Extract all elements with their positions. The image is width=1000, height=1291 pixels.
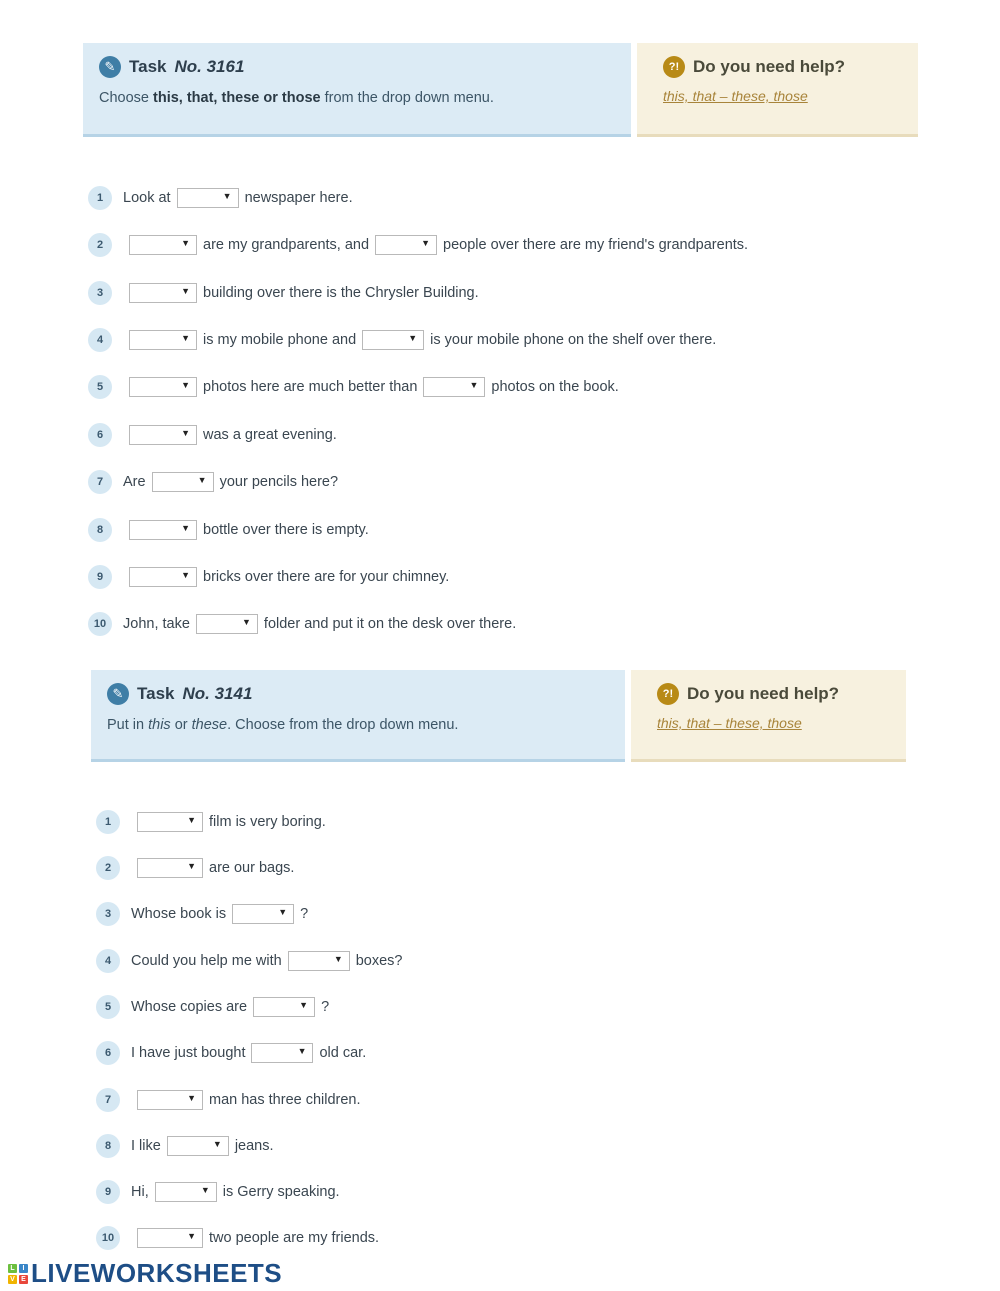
- exercise-item: [96, 856, 294, 880]
- help-link[interactable]: this, that – these, those: [663, 88, 808, 104]
- dropdown-arrow-icon: ▼: [187, 815, 196, 825]
- item-text: was a great evening.: [203, 427, 337, 443]
- answer-dropdown[interactable]: [253, 997, 315, 1017]
- item-text: folder and put it on the desk over there.: [263, 616, 517, 632]
- item-number-badge: 5: [96, 995, 120, 1019]
- dropdown-arrow-icon: ▼: [299, 1000, 309, 1010]
- task-label: Task: [129, 57, 167, 76]
- dropdown-arrow-icon: ▼: [297, 1046, 307, 1056]
- liveworksheets-logo: [8, 1258, 282, 1289]
- exercise-item: [88, 565, 449, 589]
- help-icon: ?!: [663, 56, 685, 78]
- logo-letter: L: [8, 1264, 17, 1273]
- instruction-keywords: this, that, these or those: [153, 90, 321, 106]
- instruction-text: Choose: [99, 90, 154, 106]
- exercise-item: [88, 423, 337, 447]
- item-text: are our bags.: [209, 860, 295, 876]
- exercise-item: [88, 470, 338, 494]
- help-box: [637, 43, 918, 137]
- answer-dropdown[interactable]: [167, 1136, 229, 1156]
- answer-dropdown[interactable]: [129, 235, 197, 255]
- item-text: ?: [321, 999, 330, 1015]
- task-instruction: [107, 717, 609, 733]
- answer-dropdown[interactable]: [251, 1043, 313, 1063]
- exercise-item: [88, 375, 619, 399]
- item-number-badge: 3: [88, 281, 112, 305]
- task-title: [99, 56, 615, 78]
- answer-dropdown[interactable]: [129, 377, 197, 397]
- item-text: photos on the book.: [491, 379, 619, 395]
- task-title: [107, 683, 609, 705]
- dropdown-arrow-icon: ▼: [181, 238, 190, 248]
- item-number-badge: 4: [96, 949, 120, 973]
- item-text: Look at: [123, 190, 171, 206]
- item-number-badge: 6: [96, 1041, 120, 1065]
- answer-dropdown[interactable]: [129, 567, 197, 587]
- answer-dropdown[interactable]: [362, 330, 424, 350]
- answer-dropdown[interactable]: [423, 377, 485, 397]
- item-number-badge: 7: [88, 470, 112, 494]
- pencil-icon: ✎: [99, 56, 121, 78]
- dropdown-arrow-icon: ▼: [187, 1093, 196, 1103]
- item-text: two people are my friends.: [209, 1230, 380, 1246]
- answer-dropdown[interactable]: [152, 472, 214, 492]
- exercise-item: [96, 949, 403, 973]
- item-text: bricks over there are for your chimney.: [203, 569, 450, 585]
- item-number-badge: 4: [88, 328, 112, 352]
- exercise-item: [96, 1226, 379, 1250]
- task-number: No. 3141: [182, 684, 253, 703]
- answer-dropdown[interactable]: [129, 330, 197, 350]
- item-text: your pencils here?: [219, 474, 339, 490]
- dropdown-arrow-icon: ▼: [181, 428, 190, 438]
- item-text: is Gerry speaking.: [222, 1184, 340, 1200]
- answer-dropdown[interactable]: [375, 235, 437, 255]
- item-text: are my grandparents, and: [203, 237, 370, 253]
- dropdown-arrow-icon: ▼: [469, 380, 479, 390]
- item-text: ?: [300, 906, 309, 922]
- dropdown-arrow-icon: ▼: [181, 333, 190, 343]
- answer-dropdown[interactable]: [129, 520, 197, 540]
- exercise-item: [88, 612, 516, 636]
- dropdown-arrow-icon: ▼: [421, 238, 431, 248]
- dropdown-arrow-icon: ▼: [212, 1139, 222, 1149]
- answer-dropdown[interactable]: [137, 812, 203, 832]
- item-text: building over there is the Chrysler Building.: [203, 285, 479, 301]
- logo-mark-icon: [8, 1264, 28, 1284]
- item-number-badge: 6: [88, 423, 112, 447]
- item-text: Whose copies are: [131, 999, 248, 1015]
- help-box: [631, 670, 906, 762]
- exercise-item: [88, 328, 716, 352]
- dropdown-arrow-icon: ▼: [181, 380, 190, 390]
- logo-letter: I: [19, 1264, 28, 1273]
- item-number-badge: 9: [88, 565, 112, 589]
- dropdown-arrow-icon: ▼: [242, 617, 251, 627]
- item-text: bottle over there is empty.: [203, 522, 369, 538]
- item-text: I have just bought: [131, 1045, 246, 1061]
- help-icon: ?!: [657, 683, 679, 705]
- item-number-badge: 2: [88, 233, 112, 257]
- item-number-badge: 8: [88, 518, 112, 542]
- task-instruction: [99, 90, 615, 106]
- instruction-text: . Choose from the drop down menu.: [227, 717, 459, 733]
- item-text: is my mobile phone and: [203, 332, 357, 348]
- item-number-badge: 7: [96, 1088, 120, 1112]
- exercise-item: [96, 1134, 274, 1158]
- answer-dropdown[interactable]: [155, 1182, 217, 1202]
- item-text: Whose book is: [131, 906, 227, 922]
- item-text: Are: [123, 474, 146, 490]
- pencil-icon: ✎: [107, 683, 129, 705]
- item-text: jeans.: [234, 1138, 274, 1154]
- task-box-3161: [83, 43, 631, 137]
- answer-dropdown[interactable]: [177, 188, 239, 208]
- instruction-text: or: [170, 717, 192, 733]
- exercise-item: [88, 186, 353, 210]
- logo-letter: E: [19, 1275, 28, 1284]
- item-text: I like: [131, 1138, 161, 1154]
- item-text: people over there are my friend's grandparents.: [443, 237, 749, 253]
- dropdown-arrow-icon: ▼: [408, 333, 418, 343]
- task-label: Task: [137, 684, 175, 703]
- task-number: No. 3161: [174, 57, 245, 76]
- dropdown-arrow-icon: ▼: [187, 861, 196, 871]
- dropdown-arrow-icon: ▼: [181, 570, 190, 580]
- item-number-badge: 3: [96, 902, 120, 926]
- item-text: boxes?: [355, 953, 403, 969]
- item-text: newspaper here.: [244, 190, 353, 206]
- item-text: photos here are much better than: [203, 379, 418, 395]
- item-number-badge: 10: [88, 612, 112, 636]
- exercise-item: [96, 1088, 361, 1112]
- item-text: man has three children.: [209, 1092, 361, 1108]
- item-number-badge: 8: [96, 1134, 120, 1158]
- instruction-text: Put in: [107, 717, 149, 733]
- answer-dropdown[interactable]: [137, 1090, 203, 1110]
- answer-dropdown[interactable]: [196, 614, 258, 634]
- item-text: Hi,: [131, 1184, 149, 1200]
- item-text: is your mobile phone on the shelf over there.: [430, 332, 717, 348]
- logo-text: LIVEWORKSHEETS: [31, 1258, 283, 1288]
- item-number-badge: 1: [88, 186, 112, 210]
- answer-dropdown[interactable]: [232, 904, 294, 924]
- help-title: [657, 683, 886, 705]
- item-number-badge: 9: [96, 1180, 120, 1204]
- help-link[interactable]: this, that – these, those: [657, 715, 802, 731]
- answer-dropdown[interactable]: [129, 283, 197, 303]
- item-number-badge: 2: [96, 856, 120, 880]
- help-title-text: Do you need help?: [693, 57, 846, 76]
- instruction-text: from the drop down menu.: [320, 90, 494, 106]
- exercise-item: [96, 1180, 340, 1204]
- answer-dropdown[interactable]: [137, 1228, 203, 1248]
- item-number-badge: 5: [88, 375, 112, 399]
- answer-dropdown[interactable]: [137, 858, 203, 878]
- exercise-item: [96, 902, 308, 926]
- answer-dropdown[interactable]: [288, 951, 350, 971]
- item-text: film is very boring.: [209, 814, 326, 830]
- exercise-item: [96, 810, 326, 834]
- help-title-text: Do you need help?: [687, 684, 840, 703]
- item-text: Could you help me with: [131, 953, 282, 969]
- dropdown-arrow-icon: ▼: [187, 1231, 196, 1241]
- exercise-item: [96, 1041, 366, 1065]
- item-text: John, take: [123, 616, 190, 632]
- dropdown-arrow-icon: ▼: [197, 475, 207, 485]
- dropdown-arrow-icon: ▼: [181, 523, 190, 533]
- answer-dropdown[interactable]: [129, 425, 197, 445]
- item-text: old car.: [319, 1045, 367, 1061]
- dropdown-arrow-icon: ▼: [278, 907, 288, 917]
- exercise-item: [88, 281, 479, 305]
- dropdown-arrow-icon: ▼: [200, 1185, 210, 1195]
- help-title: [663, 56, 898, 78]
- instruction-keyword: these: [191, 717, 228, 733]
- task-box-3141: [91, 670, 625, 762]
- logo-letter: V: [8, 1275, 17, 1284]
- dropdown-arrow-icon: ▼: [181, 286, 190, 296]
- instruction-keyword: this: [148, 717, 171, 733]
- item-number-badge: 1: [96, 810, 120, 834]
- dropdown-arrow-icon: ▼: [333, 954, 343, 964]
- exercise-item: [96, 995, 329, 1019]
- dropdown-arrow-icon: ▼: [222, 191, 232, 201]
- exercise-item: [88, 518, 369, 542]
- exercise-item: [88, 233, 748, 257]
- item-number-badge: 10: [96, 1226, 120, 1250]
